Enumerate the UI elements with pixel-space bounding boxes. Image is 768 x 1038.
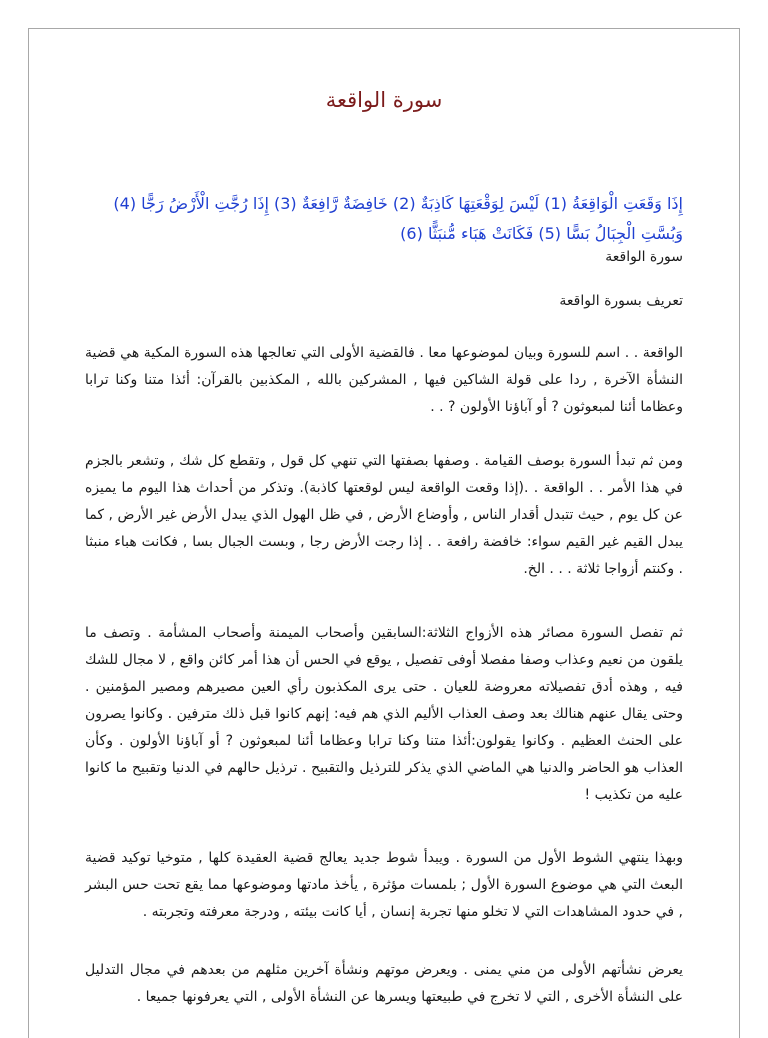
quran-verses: إِذَا وَقَعَتِ الْوَاقِعَةُ (1) لَيْسَ لِوَقْعَتِهَا كَاذِبَةٌ (2) خَافِضَةٌ رَّافِعَةٌ (3) إِذَا رُجَّتِ الْأَرْضُ رَجًّا (4) وَبُسَّتِ الْجِبَالُ بَسًّا (5) فَكَانَتْ هَبَاء مُّنبَثًّا (6) xyxy=(113,194,683,243)
paragraph-4: وبهذا ينتهي الشوط الأول من السورة . ويبدأ شوط جديد يعالج قضية العقيدة كلها , متوخيا توكيد قضية البعث التي هي موضوع السورة الأول ; بلمسات مؤثرة , يأخذ مادتها وموضوعها مما يقع تحت حس البشر , في حدود المشاهدات التي لا تخلو منها تجربة إنسان , أيا كانت بيئته , ودرجة معرفته وتجربته . xyxy=(85,850,683,920)
paragraph-5: يعرض نشأتهم الأولى من مني يمنى . ويعرض موتهم ونشأة آخرين مثلهم من بعدهم في مجال التدليل على النشأة الأخرى , التي لا تخرج في طبيعتها ويسرها عن النشأة الأولى , التي يعرفونها جميعا . xyxy=(85,962,683,1005)
paragraph-2: ومن ثم تبدأ السورة بوصف القيامة . وصفها بصفتها التي تنهي كل قول , وتقطع كل شك , وتشعر بالجزم في هذا الأمر . . الواقعة . .(إذا وقعت الواقعة ليس لوقعتها كاذبة). وتذكر من أحداث هذا اليوم ما يميزه عن كل يوم , حيث تتبدل أقدار الناس , وأوضاع الأرض , في ظل الهول الذي يبدل الأرض غير الأرض , كما يبدل القيم غير القيم سواء: خافضة رافعة . . إذا رجت الأرض رجا , وبست الجبال بسا , فكانت هباء منبثا . وكنتم أزواجا ثلاثة . . . الخ. xyxy=(85,453,683,577)
section-heading-surah: سورة الواقعة xyxy=(605,249,683,265)
page-title: سورة الواقعة xyxy=(325,88,443,112)
document-page xyxy=(28,28,740,1038)
section-heading-intro: تعريف بسورة الواقعة xyxy=(559,293,683,309)
paragraph-3: ثم تفصل السورة مصائر هذه الأزواج الثلاثة:السابقين وأصحاب الميمنة وأصحاب المشأمة . وتصف ما يلقون من نعيم وعذاب وصفا مفصلا أوفى تفصيل , يوقع في الحس أن هذا أمر كائن واقع , لا مجال للشك فيه , وهذه أدق تفصيلاته معروضة للعيان . حتى يرى المكذبون رأي العين مصيرهم ومصير المؤمنين . وحتى يقال عنهم هنالك بعد وصف العذاب الأليم الذي هم فيه: إنهم كانوا قبل ذلك مترفين . وكانوا يصرون على الحنث العظيم . وكانوا يقولون:أئذا متنا وكنا ترابا وعظاما أئنا لمبعوثون ? أو آباؤنا الأولون . وكأن العذاب هو الحاضر والدنيا هي الماضي الذي يذكر للترذيل والتقبيح . ترذيل حالهم في الدنيا وتقبيح ما كانوا عليه من تكذيب ! xyxy=(85,625,683,803)
paragraph-1: الواقعة . . اسم للسورة وبيان لموضوعها معا . فالقضية الأولى التي تعالجها هذه السورة المكية هي قضية النشأة الآخرة , ردا على قولة الشاكين فيها , المشركين بالله , المكذبين بالقرآن: أئذا متنا وكنا ترابا وعظاما أئنا لمبعوثون ? أو آباؤنا الأولون ? . . xyxy=(85,345,683,415)
